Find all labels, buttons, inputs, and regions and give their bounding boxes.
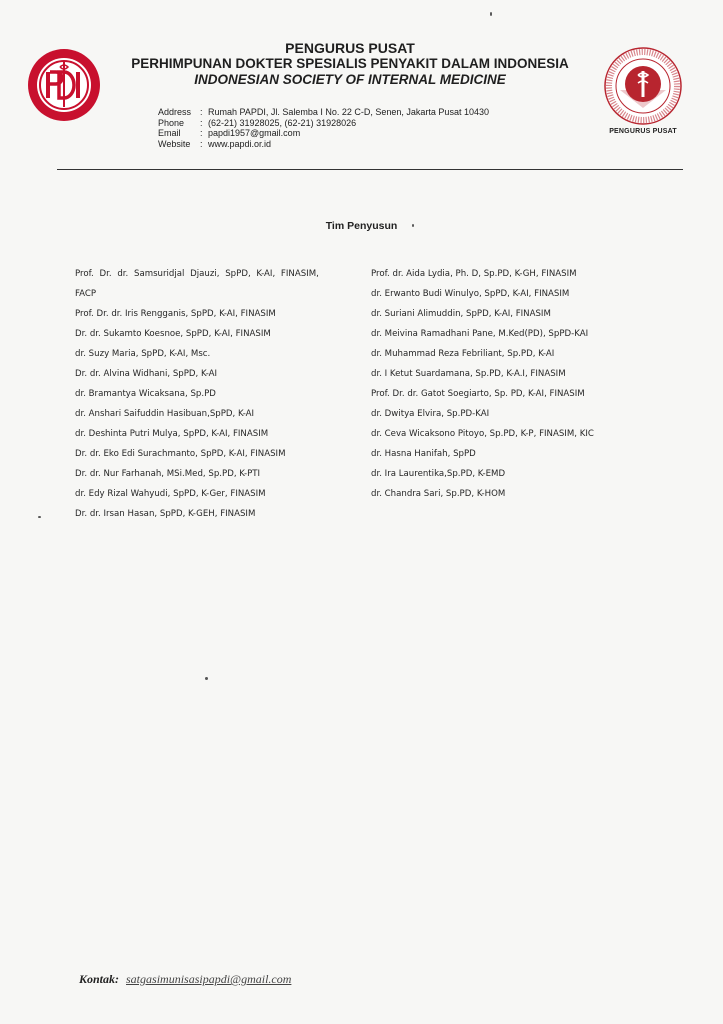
footer-contact-email[interactable]: satgasimunisasipapdi@gmail.com <box>126 972 292 986</box>
contact-separator: : <box>200 138 203 149</box>
list-item: dr. Muhammad Reza Febriliant, Sp.PD, K-AI <box>371 349 555 359</box>
website-value[interactable]: www.papdi.or.id <box>208 138 272 149</box>
list-item: FACP <box>75 289 97 299</box>
list-item: Dr. dr. Alvina Widhani, SpPD, K-AI <box>75 369 218 379</box>
email-value[interactable]: papdi1957@gmail.com <box>208 128 301 138</box>
list-item: Dr. dr. Eko Edi Surachmanto, SpPD, K-AI, FINASIM <box>75 449 286 459</box>
list-item: dr. Hasna Hanifah, SpPD <box>371 449 476 459</box>
list-item: dr. I Ketut Suardamana, Sp.PD, K-A.I, FINASIM <box>371 369 566 379</box>
list-item: dr. Erwanto Budi Winulyo, SpPD, K-AI, FINASIM <box>371 289 570 299</box>
contact-key: Address <box>158 107 192 117</box>
list-item: Dr. dr. Sukamto Koesnoe, SpPD, K-AI, FINASIM <box>75 329 271 339</box>
pdi-logo-icon <box>26 47 102 123</box>
list-item: dr. Bramantya Wicaksana, Sp.PD <box>75 389 216 399</box>
letterhead-line-3: INDONESIAN SOCIETY OF INTERNAL MEDICINE <box>194 72 506 87</box>
contact-separator: : <box>200 128 203 138</box>
letterhead-line-1: PENGURUS PUSAT <box>285 40 415 56</box>
list-item: dr. Chandra Sari, Sp.PD, K-HOM <box>371 489 506 499</box>
letterhead-title <box>110 40 590 88</box>
contact-separator: : <box>200 107 203 117</box>
scan-speck <box>38 516 41 518</box>
contact-key: Website <box>158 138 191 149</box>
list-item: Dr. dr. Irsan Hasan, SpPD, K-GEH, FINASIM <box>75 509 256 519</box>
contact-row-address <box>158 107 489 118</box>
list-item: dr. Dwitya Elvira, Sp.PD-KAI <box>371 409 490 419</box>
list-item: dr. Anshari Saifuddin Hasibuan,SpPD, K-AI <box>75 409 255 419</box>
list-item: dr. Ceva Wicaksono Pitoyo, Sp.PD, K-P, FINASIM, KIC <box>371 429 594 439</box>
section-title: Tim Penyusun <box>325 220 398 232</box>
contact-block <box>158 107 489 149</box>
contact-row-email <box>158 128 489 139</box>
contact-key: Phone <box>158 117 185 128</box>
contact-row-phone <box>158 118 489 129</box>
contact-row-website <box>158 139 489 150</box>
list-item: Prof. dr. Aida Lydia, Ph. D, Sp.PD, K-GH, FINASIM <box>371 269 577 279</box>
list-item: Prof. Dr. dr. Iris Rengganis, SpPD, K-AI, FINASIM <box>75 309 276 319</box>
footer-contact <box>79 972 291 987</box>
scan-speck <box>490 12 492 16</box>
list-item: dr. Suzy Maria, SpPD, K-AI, Msc. <box>75 349 211 359</box>
contact-separator: : <box>200 117 203 128</box>
list-item: Dr. dr. Nur Farhanah, MSi.Med, Sp.PD, K-PTI <box>75 469 261 479</box>
letterhead-line-2: PERHIMPUNAN DOKTER SPESIALIS PENYAKIT DALAM INDONESIA <box>131 56 569 71</box>
scan-speck <box>205 677 208 680</box>
list-item: dr. Ira Laurentika,Sp.PD, K-EMD <box>371 469 506 479</box>
list-item: dr. Deshinta Putri Mulya, SpPD, K-AI, FINASIM <box>75 429 269 439</box>
list-item: Prof. Dr. dr. Gatot Soegiarto, Sp. PD, K-AI, FINASIM <box>371 389 585 399</box>
phone-value: (62-21) 31928025, (62-21) 31928026 <box>208 117 357 128</box>
list-item: dr. Edy Rizal Wahyudi, SpPD, K-Ger, FINASIM <box>75 489 266 499</box>
scan-speck <box>412 224 414 227</box>
author-list-right <box>371 264 671 504</box>
contact-key: Email <box>158 128 181 138</box>
list-item: dr. Meivina Ramadhani Pane, M.Ked(PD), SpPD-KAI <box>371 329 589 339</box>
address-value: Rumah PAPDI, Jl. Salemba I No. 22 C-D, Senen, Jakarta Pusat 10430 <box>208 107 489 117</box>
letterhead-divider <box>57 169 683 170</box>
list-item: Prof. Dr. dr. Samsuridjal Djauzi, SpPD, K-AI, FINASIM, <box>75 269 319 279</box>
author-list-left <box>75 264 345 524</box>
papdi-seal-icon <box>603 46 683 126</box>
seal-caption: PENGURUS PUSAT <box>609 128 677 135</box>
list-item: dr. Suriani Alimuddin, SpPD, K-AI, FINASIM <box>371 309 551 319</box>
footer-contact-label: Kontak: <box>79 972 120 986</box>
